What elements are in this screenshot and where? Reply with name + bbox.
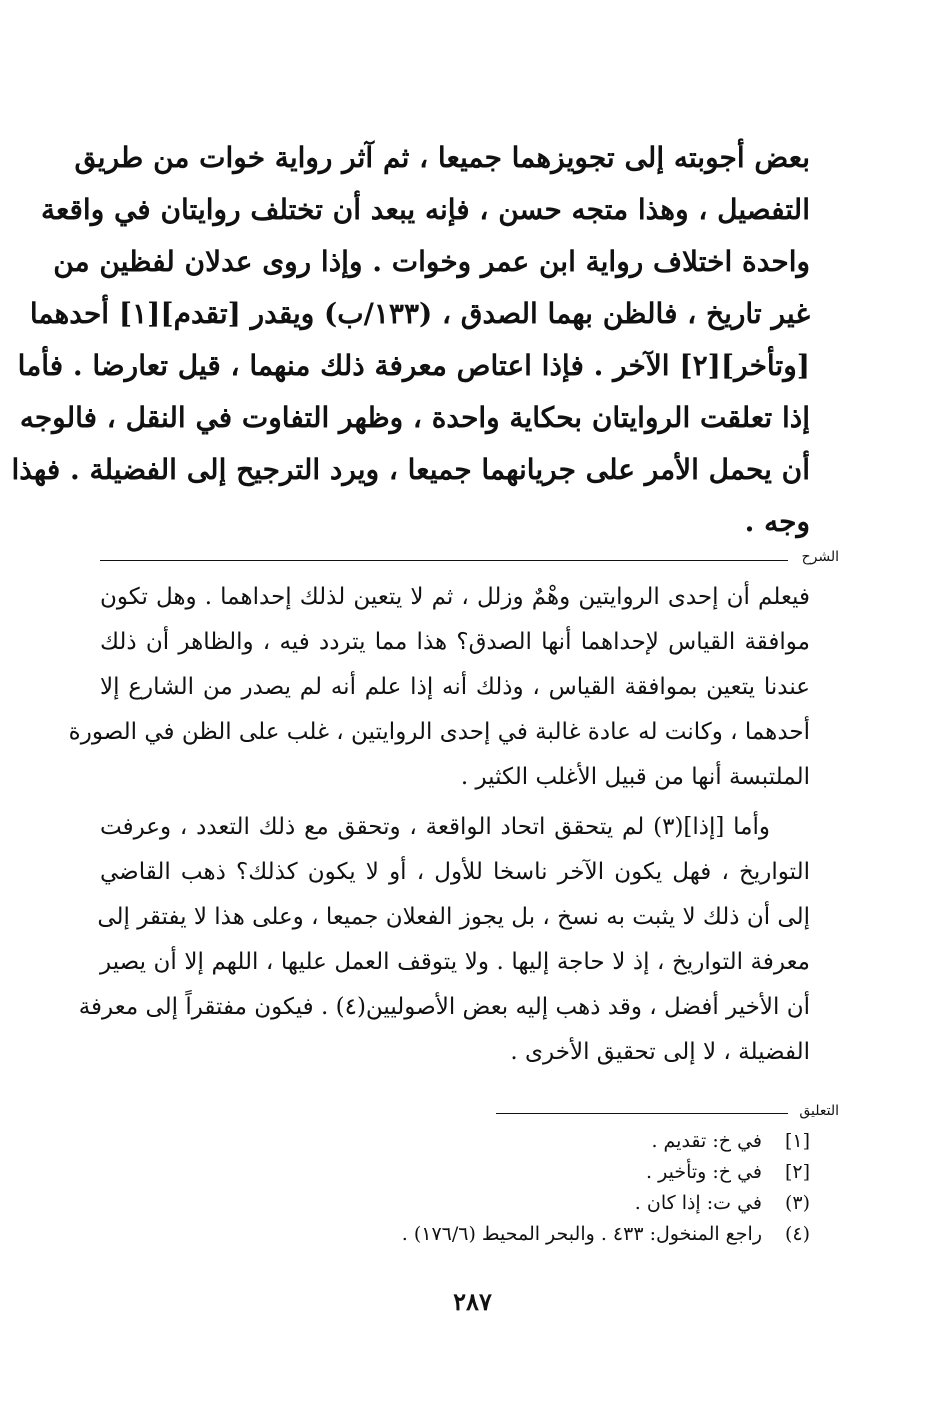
- text-line: الفضيلة ، لا إلى تحقيق الأخرى .: [510, 1039, 810, 1065]
- text-line: إلى أن ذلك لا يثبت به نسخ ، بل يجوز الفعلان جميعا ، وعلى هذا لا يفتقر إلى: [97, 904, 810, 930]
- text-line: التفصيل ، وهذا متجه حسن ، فإنه يبعد أن تختلف روايتان في واقعة: [41, 193, 810, 226]
- text-line: واحدة اختلاف رواية ابن عمر وخوات . وإذا روى عدلان لفظين من: [53, 245, 810, 278]
- footnote: [300, 1157, 810, 1188]
- footnote: [300, 1126, 810, 1157]
- notes-separator: [496, 1113, 788, 1114]
- footnote-number: (٣): [784, 1192, 810, 1214]
- footnote-number: [٢]: [784, 1161, 810, 1183]
- text-line: بعض أجوبته إلى تجويزهما جميعا ، ثم آثر رواية خوات من طريق: [74, 141, 810, 174]
- footnote-number: [١]: [784, 1130, 810, 1152]
- text-line: وأما [إذا](٣) لم يتحقق اتحاد الواقعة ، وتحقق مع ذلك التعدد ، وعرفت: [100, 814, 770, 840]
- text-line: وجه .: [744, 505, 810, 538]
- footnote-number: (٤): [784, 1223, 810, 1245]
- sharh-separator: [100, 560, 788, 561]
- text-line: عندنا يتعين بموافقة القياس ، وذلك أنه إذا علم أنه لم يصدر من الشارع إلا: [100, 674, 810, 700]
- text-line: [وتأخر][٢] الآخر . فإذا اعتاص معرفة ذلك منهما ، قيل تعارضا . فأما: [17, 349, 810, 382]
- footnote-text: في ت: إذا كان .: [634, 1192, 762, 1214]
- text-line: الملتبسة أنها من قبيل الأغلب الكثير .: [460, 764, 810, 790]
- text-line: التواريخ ، فهل يكون الآخر ناسخا للأول ، أو لا يكون كذلك؟ ذهب القاضي: [100, 859, 810, 885]
- text-line: موافقة القياس لإحداهما أنها الصدق؟ هذا مما يتردد فيه ، والظاهر أن ذلك: [100, 629, 810, 655]
- text-line: معرفة التواريخ ، إذ لا حاجة إليها . ولا يتوقف العمل عليها ، اللهم إلا أن يصير: [100, 949, 810, 975]
- footnote: [300, 1188, 810, 1219]
- footnote-text: راجع المنخول: ٤٣٣ . والبحر المحيط (١٧٦/٦) .: [401, 1223, 762, 1245]
- text-line: أن يحمل الأمر على جريانهما جميعا ، ويرد الترجيح إلى الفضيلة . فهذا: [11, 453, 810, 486]
- notes-label: التعليق: [799, 1103, 839, 1119]
- page-number: ٢٨٧: [453, 1287, 492, 1316]
- text-line: إذا تعلقت الروايتان بحكاية واحدة ، وظهر التفاوت في النقل ، فالوجه: [19, 401, 810, 434]
- text-line: أن الأخير أفضل ، وقد ذهب إليه بعض الأصوليين(٤) . فيكون مفتقراً إلى معرفة: [78, 994, 810, 1020]
- text-line: فيعلم أن إحدى الروايتين وهْمٌ وزلل ، ثم لا يتعين لذلك إحداهما . وهل تكون: [100, 584, 810, 610]
- sharh-label: الشرح: [801, 549, 839, 565]
- footnote-text: في خ: وتأخير .: [646, 1161, 762, 1183]
- text-line: غير تاريخ ، فالظن بهما الصدق ، (١٣٣/ب) ويقدر [تقدم][١] أحدهما: [29, 297, 810, 330]
- footnote-text: في خ: تقديم .: [651, 1130, 762, 1152]
- text-line: أحدهما ، وكانت له عادة غالبة في إحدى الروايتين ، غلب على الظن في الصورة: [68, 719, 810, 745]
- footnote: [300, 1219, 810, 1250]
